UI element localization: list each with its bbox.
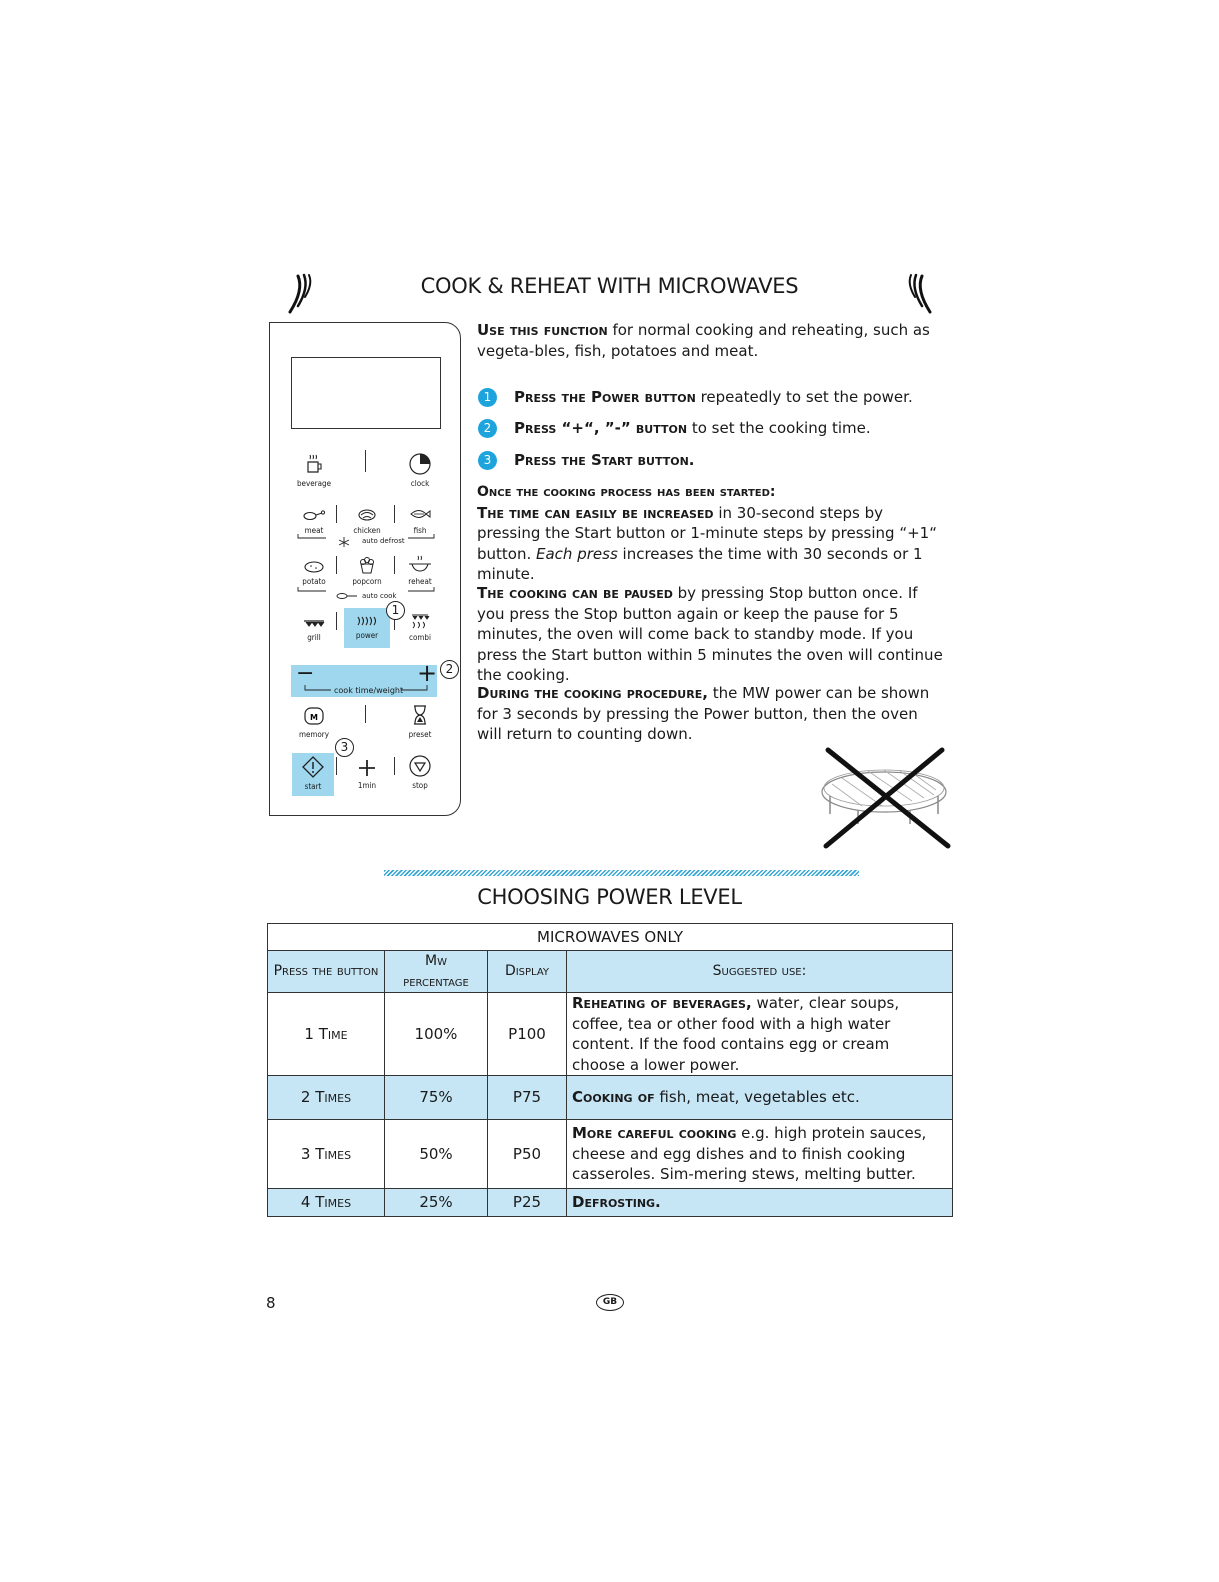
clock-button — [397, 448, 443, 488]
preset-button — [397, 699, 443, 739]
row-use-lead: Reheating of beverages, — [572, 994, 752, 1012]
table-row — [268, 1120, 953, 1189]
row-use-lead: Cooking of — [572, 1088, 655, 1107]
row-use-lead: Defrosting. — [572, 1193, 661, 1212]
auto-defrost-label: auto defrost — [362, 537, 405, 545]
table-row — [268, 993, 953, 1076]
procedure-lead: During the cooking procedure, — [477, 684, 708, 702]
combi-icon — [408, 612, 432, 630]
language-badge: GB — [596, 1294, 624, 1311]
meat-icon — [302, 507, 326, 523]
header-suggested-use: Suggested use: — [567, 951, 953, 993]
intro-paragraph — [477, 320, 947, 361]
row-display: P75 — [488, 1076, 567, 1120]
row-use-text: fish, meat, vegetables etc. — [654, 1088, 860, 1107]
step-number-3: 3 — [478, 451, 497, 470]
row-press: 1 Time — [268, 993, 385, 1076]
row-use — [567, 1076, 953, 1120]
beverage-label: beverage — [296, 479, 332, 488]
reheat-label: reheat — [408, 577, 432, 586]
potato-button — [291, 546, 337, 586]
paused-text: by pressing Stop button once. If you press the Stop button again or keep the pause for 5 minutes, the oven will come back to standby mode. If you press the Start button within 5 minutes the oven will continue the cooking. — [477, 584, 943, 684]
procedure-text: the MW power can be shown for 3 seconds by pressing the Power button, then the oven will return to counting down. — [477, 684, 930, 743]
power-button — [344, 608, 390, 648]
during-paragraph — [477, 482, 947, 585]
during-text: in 30-second steps by pressing the Start button or 1-minute steps by pressing “+1“ button. — [477, 503, 937, 563]
step-2 — [478, 418, 871, 438]
step-3 — [478, 450, 695, 470]
step-lead-3: Press the Start button. — [514, 451, 695, 469]
row-use — [567, 993, 953, 1076]
row-press: 3 Times — [268, 1120, 385, 1189]
reheat-button — [397, 546, 443, 586]
grill-icon — [302, 616, 326, 630]
row-use-lead: More careful cooking — [572, 1124, 737, 1143]
plus-button: + — [417, 659, 438, 687]
step-number-2: 2 — [478, 419, 497, 438]
popcorn-label: popcorn — [352, 577, 382, 586]
chicken-label: chicken — [353, 526, 381, 535]
step-text-1: repeatedly to set the power. — [695, 388, 913, 406]
intro-text: for normal cooking and reheating, such as vegeta-bles, fish, potatoes and meat. — [477, 321, 930, 360]
stop-button — [397, 750, 443, 790]
row-percent: 75% — [385, 1076, 488, 1120]
row-display: P100 — [488, 993, 567, 1076]
header-percentage: Mw percentage — [385, 951, 488, 993]
fish-icon — [408, 505, 432, 523]
microwave-wave-icon — [906, 272, 936, 316]
during-heading: Once the cooking process has been started: — [477, 484, 776, 500]
row-display: P50 — [488, 1120, 567, 1189]
row-percent: 50% — [385, 1120, 488, 1189]
panel-display — [291, 357, 441, 429]
potato-icon — [302, 558, 326, 574]
row-use-text: water, clear soups, coffee, tea or other food with a high water content. If the food contains egg or cream choose a lower power. — [572, 994, 900, 1074]
stop-icon — [408, 754, 432, 778]
cup-icon — [303, 452, 325, 476]
callout-3: 3 — [335, 738, 354, 757]
step-number-1: 1 — [478, 388, 497, 407]
row-press: 4 Times — [268, 1189, 385, 1217]
step-lead-1: Press the Power button — [514, 388, 696, 406]
during-text2: increases the time with 30 seconds or 1 minute. — [477, 544, 923, 583]
page-title: COOK & REHEAT WITH MICROWAVES — [420, 274, 799, 298]
table-caption: MICROWAVES ONLY — [268, 924, 953, 951]
during-italic: Each press — [536, 544, 618, 563]
table-row — [268, 1189, 953, 1217]
memory-button — [291, 699, 337, 739]
row-press: 2 Times — [268, 1076, 385, 1120]
plus-icon — [357, 758, 377, 778]
section-title: CHOOSING POWER LEVEL — [477, 885, 742, 909]
meat-button — [291, 495, 337, 535]
table-row — [268, 1076, 953, 1120]
auto-cook-label: auto cook — [362, 592, 397, 600]
step-text-2: to set the cooking time. — [687, 419, 871, 437]
callout-1: 1 — [386, 601, 405, 620]
power-level-table — [267, 923, 953, 1217]
memory-icon — [302, 705, 326, 727]
fish-label: fish — [413, 526, 427, 535]
start-button — [292, 753, 334, 796]
procedure-paragraph — [477, 683, 947, 745]
page-number: 8 — [266, 1294, 276, 1312]
grill-button — [291, 602, 337, 642]
callout-2: 2 — [440, 660, 459, 679]
during-lead: The time can easily be increased — [477, 503, 714, 522]
microwave-power-icon — [355, 614, 379, 628]
preset-label: preset — [408, 730, 432, 739]
meat-label: meat — [304, 526, 324, 535]
one-min-button — [344, 750, 390, 790]
stop-label: stop — [412, 781, 428, 790]
power-label: power — [355, 631, 379, 640]
no-rack-icon — [818, 744, 952, 850]
hourglass-icon — [410, 703, 430, 727]
popcorn-icon — [355, 556, 379, 574]
memory-label: memory — [298, 730, 330, 739]
paused-paragraph — [477, 583, 947, 686]
grill-label: grill — [307, 633, 321, 642]
combi-label: combi — [409, 633, 431, 642]
potato-label: potato — [302, 577, 326, 586]
clock-label: clock — [410, 479, 430, 488]
row-percent: 25% — [385, 1189, 488, 1217]
step-1 — [478, 387, 913, 407]
svg-text:M: M — [310, 713, 318, 722]
cook-time-weight-label: cook time/weight — [334, 686, 404, 695]
row-display: P25 — [488, 1189, 567, 1217]
section-divider — [384, 870, 859, 876]
beverage-button — [291, 448, 337, 488]
row-use-text: e.g. high protein sauces, cheese and egg dishes and to finish cooking casseroles. Sim-mering stews, melting butter. — [572, 1124, 927, 1184]
row-use — [567, 1120, 953, 1189]
chicken-icon — [355, 505, 379, 523]
row-percent: 100% — [385, 993, 488, 1076]
start-icon — [301, 755, 325, 779]
header-press: Press the button — [268, 951, 385, 993]
bowl-icon — [408, 554, 432, 574]
paused-lead: The cooking can be paused — [477, 584, 673, 602]
minus-button: − — [296, 661, 315, 686]
start-label: start — [304, 782, 322, 791]
chicken-button — [344, 495, 390, 535]
fish-button — [397, 495, 443, 535]
header-display: Display — [488, 951, 567, 993]
one-min-label: 1min — [357, 781, 377, 790]
intro-lead: Use this function — [477, 321, 608, 339]
clock-icon — [408, 452, 432, 476]
popcorn-button — [344, 546, 390, 586]
step-lead-2: Press “+“, ”-” button — [514, 419, 688, 437]
row-use — [567, 1189, 953, 1217]
